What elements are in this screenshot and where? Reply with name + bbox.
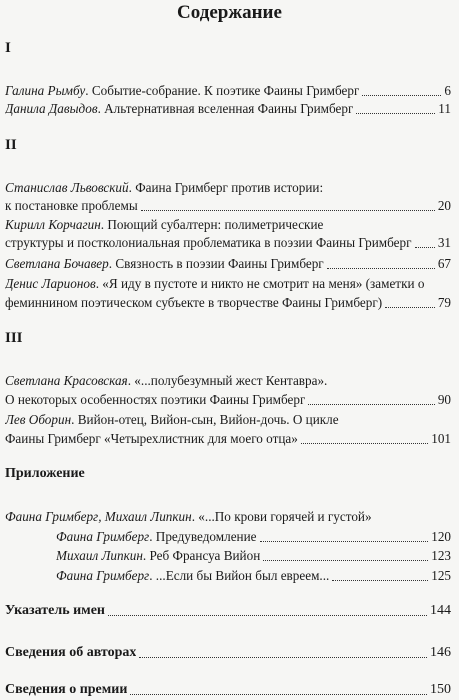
entry-title: . «...полубезумный жест Кентавра». (127, 373, 328, 388)
toc-entry-korchagin (5, 217, 451, 233)
entry-title: . Связность в поэзии Фаины Гримберг (108, 256, 324, 271)
toc-entry-about-authors (5, 645, 451, 661)
entry-page-number: 146 (430, 645, 451, 660)
toc-entry-larionov (5, 276, 451, 292)
toc-entry-grimberg-lipkin (5, 509, 451, 525)
entry-page-number: 31 (437, 235, 451, 250)
entry-title: . Вийон-отец, Вийон-сын, Вийон-дочь. О цикле (71, 412, 339, 427)
entry-page-number: 101 (431, 431, 451, 446)
toc-entry-davydov (5, 101, 451, 117)
leader-dots (327, 268, 435, 269)
entry-title: . «...По крови горячей и густой» (191, 509, 372, 524)
entry-title: Сведения об авторах (5, 645, 137, 660)
toc-entry-name-index (5, 603, 451, 619)
entry-page-number: 11 (438, 101, 451, 116)
leader-dots (415, 247, 435, 248)
entry-title: Сведения о премии (5, 682, 128, 697)
toc-entry-about-prize (5, 682, 451, 698)
toc-entry-bochaver (5, 256, 451, 272)
entry-title-continued: Фаины Гримберг «Четырехлистник для моего отца» (5, 431, 298, 446)
leader-dots (385, 307, 435, 308)
entry-page-number: 120 (431, 529, 451, 544)
leader-dots (139, 657, 427, 658)
entry-title-continued: О некоторых особенностях поэтики Фаины Гримберг (5, 392, 306, 407)
entry-page-number: 90 (437, 392, 451, 407)
toc-subentry-preface (56, 529, 451, 545)
entry-author: Станислав Львовский (5, 180, 129, 195)
entry-author: Фаина Гримберг, Михаил Липкин (5, 509, 192, 524)
entry-author: Светлана Бочавер (5, 256, 109, 271)
entry-title: . Фаина Гримберг против истории: (128, 180, 324, 195)
entry-author: Кирилл Корчагин (5, 217, 101, 232)
entry-author: Фаина Гримберг (56, 568, 150, 583)
entry-title: . ...Если бы Вийон был евреем... (149, 568, 330, 583)
leader-dots (108, 615, 427, 616)
entry-title: . Реб Франсуа Вийон (142, 548, 261, 563)
leader-dots (356, 113, 435, 114)
entry-page-number: 123 (431, 548, 451, 563)
toc-subentry-villon (56, 568, 451, 584)
leader-dots (332, 580, 428, 581)
entry-title: . Предуведомление (149, 529, 257, 544)
entry-title: Указатель имен (5, 603, 105, 618)
entry-page-number: 20 (437, 198, 451, 213)
entry-title: . «Я иду в пустоте и никто не смотрит на меня» (заметки о (95, 276, 425, 291)
leader-dots (263, 560, 428, 561)
entry-page-number: 125 (431, 568, 451, 583)
entry-page-number: 67 (437, 256, 451, 271)
entry-title-continued: структуры и постколониальная проблематика в поэзии Фаины Гримберг (5, 235, 412, 250)
entry-page-number: 79 (437, 295, 451, 310)
entry-author: Михаил Липкин (56, 548, 143, 563)
section-heading-appendix: Приложение (5, 466, 85, 481)
toc-entry-larionov-cont (5, 295, 451, 311)
entry-author: Лев Оборин (5, 412, 72, 427)
section-heading-2: II (5, 137, 17, 153)
entry-author: Денис Ларионов (5, 276, 96, 291)
toc-entry-lvovsky-cont (5, 198, 451, 214)
toc-entry-korchagin-cont (5, 235, 451, 251)
section-heading-3: III (5, 330, 23, 346)
leader-dots (260, 541, 429, 542)
entry-page-number: 6 (444, 83, 451, 98)
toc-entry-lvovsky (5, 180, 451, 196)
entry-page-number: 150 (430, 682, 451, 697)
leader-dots (308, 404, 434, 405)
entry-author: Светлана Красовская (5, 373, 128, 388)
leader-dots (301, 443, 428, 444)
leader-dots (130, 694, 427, 695)
entry-author: Галина Рымбу (5, 83, 86, 98)
entry-title-continued: к постановке проблемы (5, 198, 138, 213)
entry-title-continued: феминнином поэтическом субъекте в творчестве Фаины Гримберг) (5, 295, 383, 310)
entry-title: . Событие-собрание. К поэтике Фаины Гримберг (85, 83, 360, 98)
leader-dots (141, 210, 435, 211)
toc-entry-rymbu (5, 83, 451, 99)
toc-entry-krasovskaya (5, 373, 451, 389)
toc-entry-krasovskaya-cont (5, 392, 451, 408)
entry-author: Фаина Гримберг (56, 529, 150, 544)
leader-dots (362, 95, 441, 96)
entry-author: Данила Давыдов (5, 101, 98, 116)
entry-title: . Альтернативная вселенная Фаины Гримберг (97, 101, 354, 116)
section-heading-1: I (5, 40, 11, 56)
page-title: Содержание (177, 2, 282, 23)
toc-entry-oborin (5, 412, 451, 428)
toc-entry-oborin-cont (5, 431, 451, 447)
entry-title: . Поющий субалтерн: полиметрические (100, 217, 324, 232)
entry-page-number: 144 (430, 603, 451, 618)
toc-subentry-lipkin (56, 548, 451, 564)
